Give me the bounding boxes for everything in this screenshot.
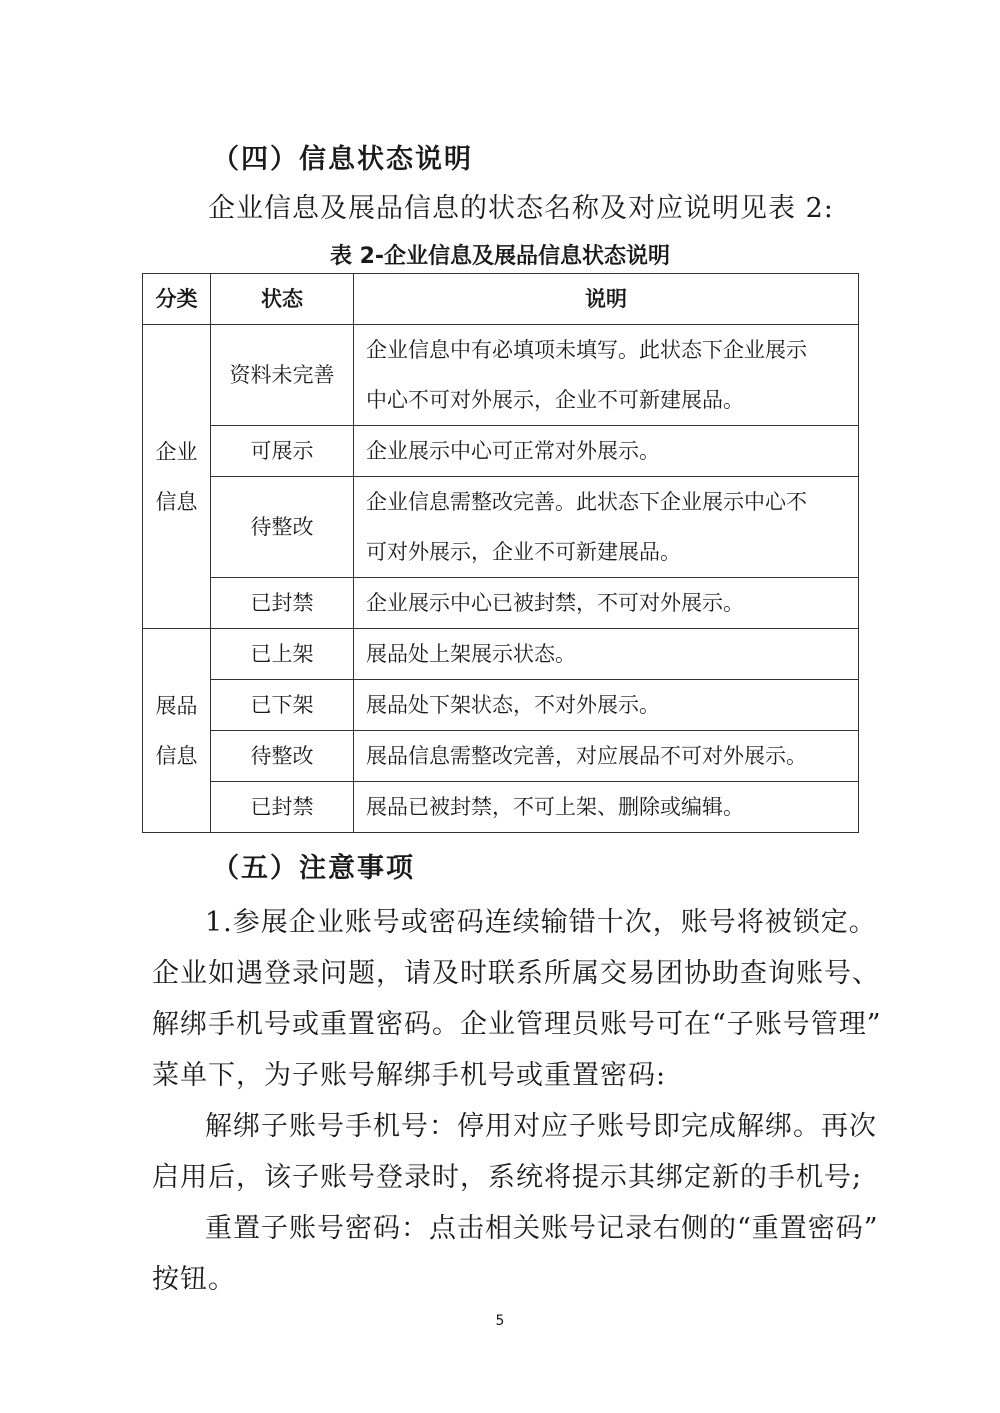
- table-row: [143, 325, 859, 426]
- section-4-intro: 企业信息及展品信息的状态名称及对应说明见表 2:: [208, 193, 834, 224]
- table-row: [143, 578, 859, 629]
- table-row: [143, 782, 859, 833]
- category-line: 企业: [155, 439, 198, 464]
- description-line: 展品处上架展示状态。: [366, 642, 576, 666]
- table-row: [143, 477, 859, 578]
- paragraph-line: 按钮。: [152, 1264, 236, 1295]
- description-cell: [354, 629, 859, 680]
- description-line: 中心不可对外展示，企业不可新建展品。: [366, 388, 744, 412]
- status-cell: 已下架: [211, 680, 354, 731]
- status-table: [142, 273, 859, 833]
- paragraph-line: 解绑手机号或重置密码。企业管理员账号可在“子账号管理”: [152, 1009, 882, 1040]
- status-cell: 已上架: [211, 629, 354, 680]
- section-4-heading: （四）信息状态说明: [212, 144, 473, 175]
- table-row: [143, 680, 859, 731]
- table-header-row: [143, 274, 859, 325]
- category-cell: [143, 325, 211, 629]
- category-cell: [143, 629, 211, 833]
- description-line: 展品处下架状态，不对外展示。: [366, 693, 660, 717]
- status-cell: 待整改: [211, 731, 354, 782]
- table-row: [143, 629, 859, 680]
- table-body: [143, 325, 859, 833]
- paragraph-line: 解绑子账号手机号：停用对应子账号即完成解绑。再次: [205, 1111, 877, 1142]
- status-cell: 待整改: [211, 477, 354, 578]
- paragraph-line: 重置子账号密码：点击相关账号记录右侧的“重置密码”: [205, 1213, 879, 1244]
- section-5-heading: （五）注意事项: [212, 853, 415, 884]
- table-caption: 表 2-企业信息及展品信息状态说明: [329, 244, 671, 269]
- status-cell: 资料未完善: [211, 325, 354, 426]
- page-number: 5: [495, 1313, 505, 1329]
- description-line: 企业展示中心可正常对外展示。: [366, 439, 660, 463]
- header-description: 说明: [354, 274, 859, 325]
- paragraph-line: 1.参展企业账号或密码连续输错十次，账号将被锁定。: [205, 907, 877, 938]
- description-cell: [354, 782, 859, 833]
- category-line: 信息: [155, 743, 198, 768]
- status-cell: 可展示: [211, 426, 354, 477]
- category-line: 展品: [155, 693, 198, 718]
- status-cell: 已封禁: [211, 578, 354, 629]
- category-line: 信息: [155, 489, 198, 514]
- paragraph-line: 启用后，该子账号登录时，系统将提示其绑定新的手机号;: [152, 1162, 863, 1193]
- description-cell: [354, 477, 859, 578]
- description-cell: [354, 731, 859, 782]
- description-cell: [354, 325, 859, 426]
- description-line: 可对外展示，企业不可新建展品。: [366, 540, 681, 564]
- paragraph-line: 菜单下，为子账号解绑手机号或重置密码:: [152, 1060, 667, 1091]
- description-line: 企业展示中心已被封禁，不可对外展示。: [366, 591, 744, 615]
- description-line: 企业信息需整改完善。此状态下企业展示中心不: [366, 490, 807, 514]
- description-cell: [354, 426, 859, 477]
- table-row: [143, 731, 859, 782]
- status-cell: 已封禁: [211, 782, 354, 833]
- description-cell: [354, 578, 859, 629]
- paragraph-line: 企业如遇登录问题，请及时联系所属交易团协助查询账号、: [152, 958, 880, 989]
- description-line: 展品信息需整改完善，对应展品不可对外展示。: [366, 744, 807, 768]
- description-cell: [354, 680, 859, 731]
- description-line: 企业信息中有必填项未填写。此状态下企业展示: [366, 338, 807, 362]
- table-row: [143, 426, 859, 477]
- description-line: 展品已被封禁，不可上架、删除或编辑。: [366, 795, 744, 819]
- header-category: 分类: [143, 274, 211, 325]
- header-status: 状态: [211, 274, 354, 325]
